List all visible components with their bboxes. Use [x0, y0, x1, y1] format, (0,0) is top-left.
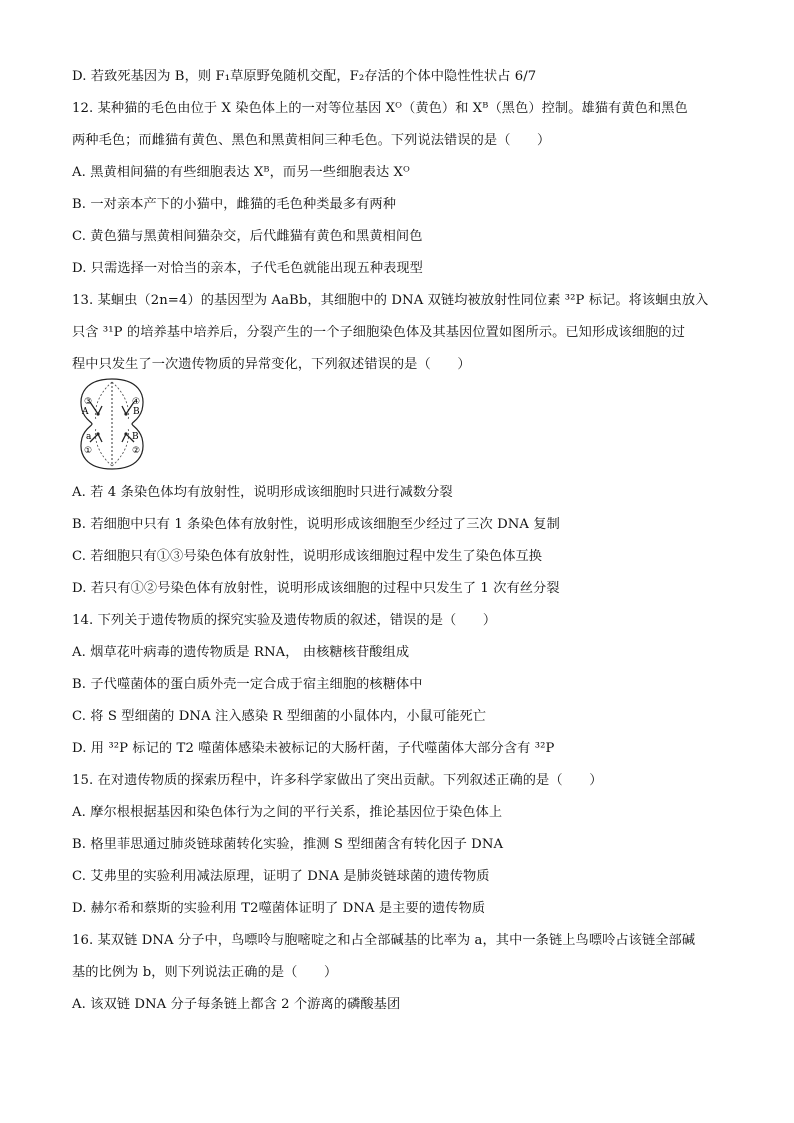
question-16-stem: 16. 某双链 DNA 分子中，鸟嘌呤与胞嘧啶之和占全部碱基的比率为 a，其中一条链上鸟嘌呤占该链全部碱 [72, 933, 696, 948]
question-13-option-b: B. 若细胞中只有 1 条染色体有放射性，说明形成该细胞至少经过了三次 DNA 复制 [72, 517, 560, 532]
cell-chromosome-diagram [76, 376, 148, 472]
question-13-stem: 只含 ³¹P 的培养基中培养后，分裂产生的一个子细胞染色体及其基因位置如图所示。已知形成该细胞的过 [72, 325, 685, 340]
question-13-option-c: C. 若细胞只有①③号染色体有放射性，说明形成该细胞过程中发生了染色体互换 [72, 549, 543, 564]
question-13-option-d: D. 若只有①②号染色体有放射性，说明形成该细胞的过程中只发生了 1 次有丝分裂 [72, 581, 560, 596]
question-15-option-b: B. 格里菲思通过肺炎链球菌转化实验，推测 S 型细菌含有转化因子 DNA [72, 837, 504, 852]
question-12-stem: 两种毛色；而雌猫有黄色、黑色和黑黄相间三种毛色。下列说法错误的是（ ） [72, 133, 551, 148]
question-13-option-a: A. 若 4 条染色体均有放射性，说明形成该细胞时只进行减数分裂 [72, 485, 453, 500]
chromosome-number-label: ④ [132, 397, 141, 407]
gene-label: A [82, 407, 89, 417]
question-14-option-c: C. 将 S 型细菌的 DNA 注入感染 R 型细菌的小鼠体内，小鼠可能死亡 [72, 709, 487, 724]
question-15-option-d: D. 赫尔希和蔡斯的实验利用 T2噬菌体证明了 DNA 是主要的遗传物质 [72, 901, 486, 916]
question-13-stem: 13. 某蛔虫（2n=4）的基因型为 AaBb，其细胞中的 DNA 双链均被放射性同位素 ³²P 标记。将该蛔虫放入 [72, 293, 709, 308]
centromere [96, 432, 99, 435]
question-14-option-b: B. 子代噬菌体的蛋白质外壳一定合成于宿主细胞的核糖体中 [72, 677, 423, 692]
centromere [124, 412, 127, 415]
question-15-stem: 15. 在对遗传物质的探索历程中，许多科学家做出了突出贡献。下列叙述正确的是（ ） [72, 773, 603, 788]
chromosome-number-label: ② [132, 446, 141, 456]
chromosome-number-label: ① [84, 446, 93, 456]
centromere [96, 412, 99, 415]
gene-label: a [86, 432, 92, 442]
question-12-stem: 12. 某种猫的毛色由位于 X 染色体上的一对等位基因 Xᴼ（黄色）和 Xᴮ（黑色）控制。雄猫有黄色和黑色 [72, 101, 688, 116]
gene-label: B [133, 407, 140, 417]
question-14-option-a: A. 烟草花叶病毒的遗传物质是 RNA， 由核糖核苷酸组成 [72, 645, 410, 660]
question-12-option-d: D. 只需选择一对恰当的亲本，子代毛色就能出现五种表现型 [72, 261, 423, 276]
question-15-option-a: A. 摩尔根根据基因和染色体行为之间的平行关系，推论基因位于染色体上 [72, 805, 503, 820]
question-14-option-d: D. 用 ³²P 标记的 T2 噬菌体感染未被标记的大肠杆菌，子代噬菌体大部分含有 ³²P [72, 741, 555, 756]
question-14-stem: 14. 下列关于遗传物质的探究实验及遗传物质的叙述，错误的是（ ） [72, 613, 497, 628]
question-12-option-c: C. 黄色猫与黑黄相间猫杂交，后代雌猫有黄色和黑黄相间色 [72, 229, 423, 244]
question-12-option-b: B. 一对亲本产下的小猫中，雌猫的毛色种类最多有两种 [72, 197, 396, 212]
text-line: D. 若致死基因为 B，则 F₁草原野兔随机交配，F₂存活的个体中隐性性状占 6/7 [72, 69, 537, 84]
question-16-stem: 基的比例为 b，则下列说法正确的是（ ） [72, 965, 338, 980]
centromere [124, 432, 127, 435]
question-12-option-a: A. 黑黄相间猫的有些细胞表达 Xᴮ，而另一些细胞表达 Xᴼ [72, 165, 410, 180]
chromosome-number-label: ③ [84, 397, 93, 407]
gene-label: B [132, 432, 139, 442]
question-13-stem: 程中只发生了一次遗传物质的异常变化，下列叙述错误的是（ ） [72, 357, 471, 372]
question-15-option-c: C. 艾弗里的实验利用减法原理，证明了 DNA 是肺炎链球菌的遗传物质 [72, 869, 490, 884]
question-16-option-a: A. 该双链 DNA 分子每条链上都含 2 个游离的磷酸基团 [72, 997, 401, 1012]
